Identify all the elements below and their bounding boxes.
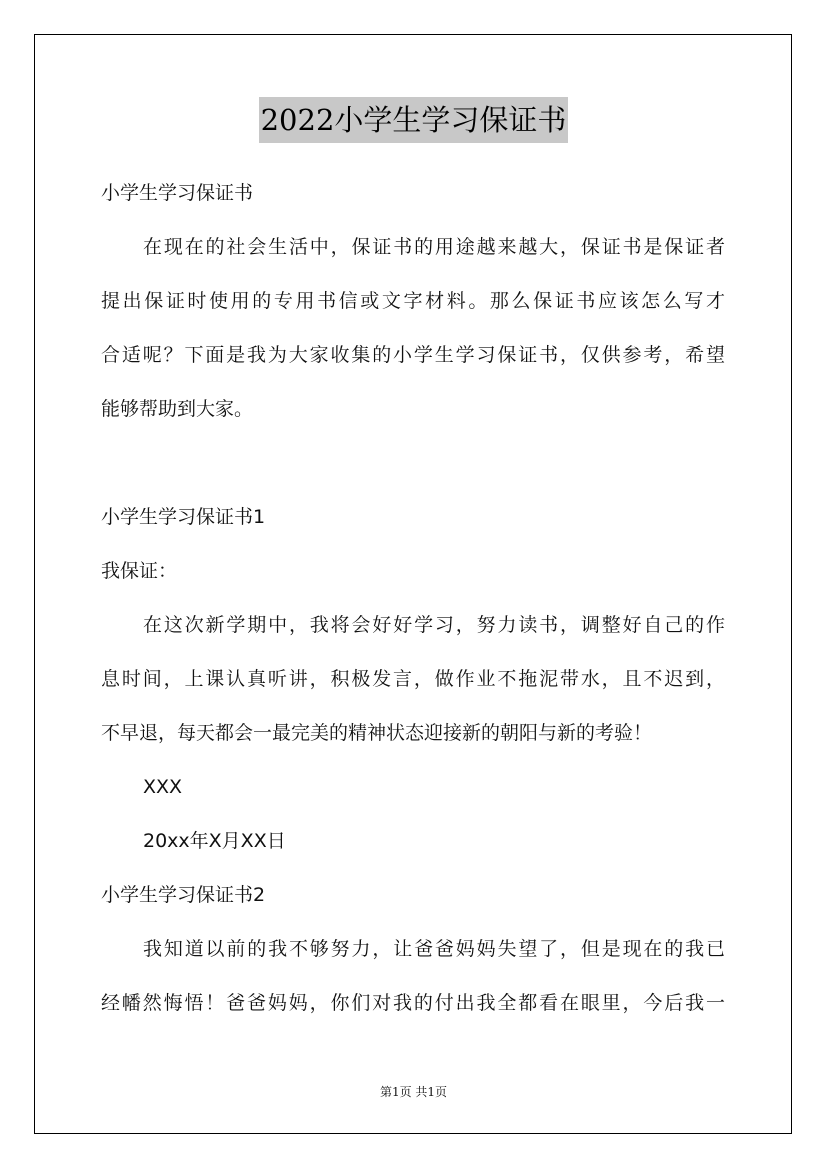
signature-name: XXX [143, 776, 183, 798]
paragraph-line: 合适呢？下面是我为大家收集的小学生学习保证书，仅供参考，希望 [101, 344, 725, 366]
paragraph-line: 在现在的社会生活中，保证书的用途越来越大，保证书是保证者 [143, 236, 725, 258]
document-title: 2022小学生学习保证书 [259, 97, 569, 143]
signature-date: 20xx年X月XX日 [143, 830, 286, 852]
paragraph-line: 经幡然悔悟！爸爸妈妈，你们对我的付出我全都看在眼里，今后我一 [101, 992, 725, 1014]
paragraph-line: 在这次新学期中，我将会好好学习，努力读书，调整好自己的作 [143, 614, 725, 636]
paragraph-line: 不早退，每天都会一最完美的精神状态迎接新的朝阳与新的考验！ [101, 722, 653, 744]
paragraph-line: 提出保证时使用的专用书信或文字材料。那么保证书应该怎么写才 [101, 290, 725, 312]
page-footer: 第1页 共1页 [379, 1085, 448, 1099]
section-heading: 小学生学习保证书2 [101, 884, 266, 906]
title-container [0, 97, 827, 143]
paragraph-line: 息时间，上课认真听讲，积极发言，做作业不拖泥带水，且不迟到， [101, 668, 725, 690]
paragraph-line: 我保证： [101, 560, 178, 582]
section-heading: 小学生学习保证书 [101, 182, 254, 204]
paragraph-line: 我知道以前的我不够努力，让爸爸妈妈失望了，但是现在的我已 [143, 938, 725, 960]
section-heading: 小学生学习保证书1 [101, 506, 266, 528]
paragraph-line: 能够帮助到大家。 [101, 398, 254, 420]
